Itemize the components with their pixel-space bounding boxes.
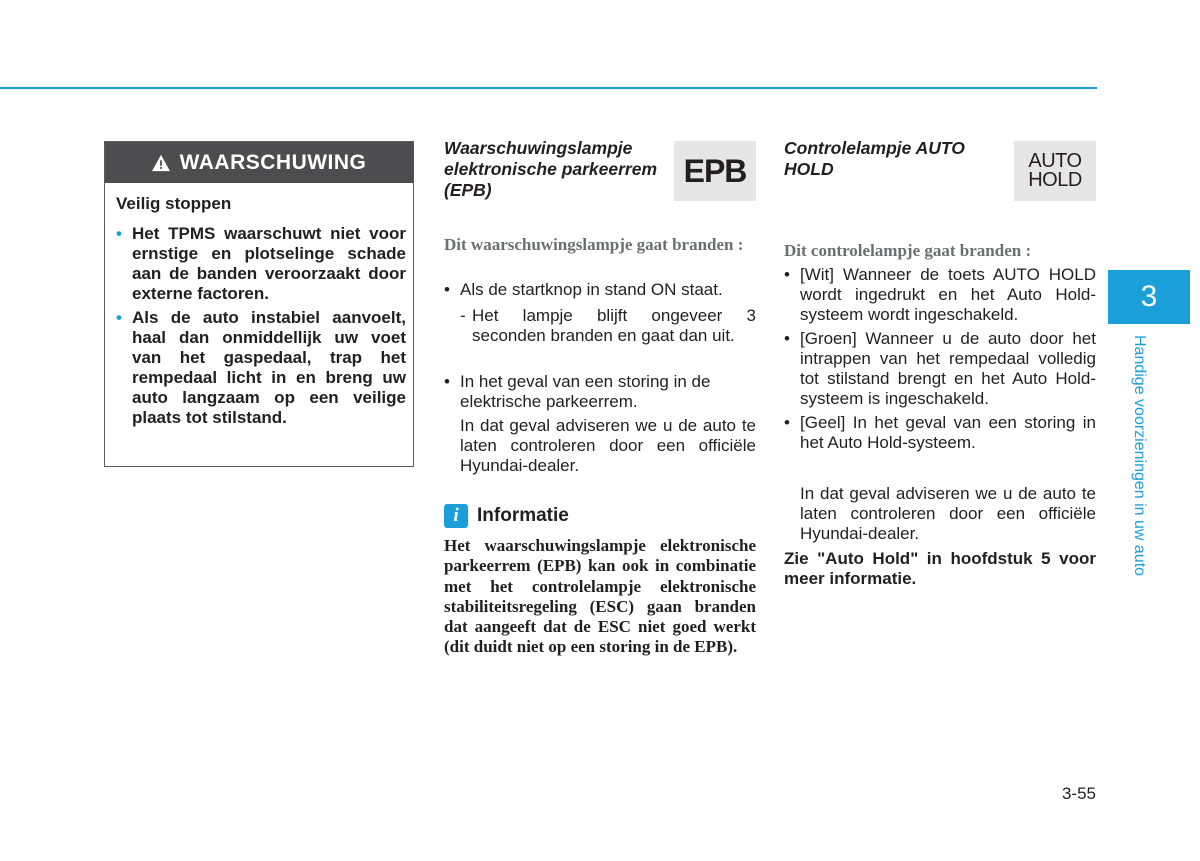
top-rule bbox=[0, 87, 1097, 89]
list-item: • [Groen] Wanneer u de auto door het intrappen van het rempedaal volledig tot stilstand brengt en het Auto Hold-systeem is ingeschakeld. bbox=[784, 329, 1096, 409]
autohold-reference: Zie "Auto Hold" in hoofdstuk 5 voor meer informatie. bbox=[784, 549, 1096, 588]
epb-dash-item: - Het lampje blijft ongeveer 3 seconden branden en gaat dan uit. bbox=[460, 306, 756, 346]
page-number: 3-55 bbox=[1061, 784, 1096, 803]
warning-item: • Als de auto instabiel aanvoelt, haal dan onmiddellijk uw voet van het gaspedaal, trap het rempedaal licht in en breng uw auto langzaam op een veilige plaats tot stilstand. bbox=[116, 308, 406, 428]
list-item: • [Geel] In het geval van een storing in het Auto Hold-systeem. bbox=[784, 413, 1096, 453]
autohold-title: Controlelampje AUTO HOLD bbox=[784, 138, 965, 179]
list-item: • Als de startknop in stand ON staat. bbox=[444, 280, 756, 300]
autohold-list bbox=[784, 265, 1096, 457]
warning-box bbox=[104, 141, 414, 467]
epb-bullet-list-2 bbox=[444, 372, 756, 412]
info-text: Het waarschuwingslampje elektronische parkeerrem (EPB) kan ook in combinatie met het controlelampje elektronische stabiliteitsregeling (ESC) gaan branden dat aangeeft dat de ESC niet goed werkt (dit duidt niet op een storing in de EPB). bbox=[444, 536, 756, 657]
epb-title: Waarschuwingslampje elektronische parkeerrem (EPB) bbox=[444, 138, 658, 200]
warning-item: • Het TPMS waarschuwt niet voor ernstige en plotselinge schade aan de banden veroorzaakt door externe factoren. bbox=[116, 224, 406, 304]
chapter-tab: 3 bbox=[1108, 270, 1190, 324]
info-title: Informatie bbox=[477, 505, 569, 526]
list-item: • [Wit] Wanneer de toets AUTO HOLD wordt ingedrukt en het Auto Hold-systeem wordt ingeschakeld. bbox=[784, 265, 1096, 325]
warning-triangle-icon bbox=[152, 154, 170, 172]
info-header bbox=[444, 504, 569, 528]
epb-paragraph: In dat geval adviseren we u de auto te laten controleren door een officiële Hyundai-dealer. bbox=[460, 416, 756, 475]
autohold-subheading: Dit controlelampje gaat branden : bbox=[784, 241, 1032, 260]
warning-list bbox=[116, 224, 406, 432]
autohold-lamp-icon bbox=[1014, 141, 1096, 201]
list-item: • In het geval van een storing in de elektrische parkeerrem. bbox=[444, 372, 756, 412]
autohold-icon-line: HOLD bbox=[1028, 169, 1082, 191]
epb-subheading: Dit waarschuwingslampje gaat branden : bbox=[444, 235, 744, 254]
warning-header bbox=[105, 142, 413, 183]
epb-bullet-list bbox=[444, 280, 756, 300]
info-icon: i bbox=[444, 504, 468, 528]
chapter-title: Handige voorzieningen in uw auto bbox=[1131, 335, 1148, 577]
autohold-paragraph: In dat geval adviseren we u de auto te laten controleren door een officiële Hyundai-dealer. bbox=[800, 484, 1096, 543]
epb-lamp-icon: EPB bbox=[674, 141, 756, 201]
autohold-icon-line: AUTO bbox=[1028, 150, 1082, 172]
warning-title: WAARSCHUWING bbox=[179, 150, 367, 174]
warning-subtitle: Veilig stoppen bbox=[116, 194, 232, 213]
